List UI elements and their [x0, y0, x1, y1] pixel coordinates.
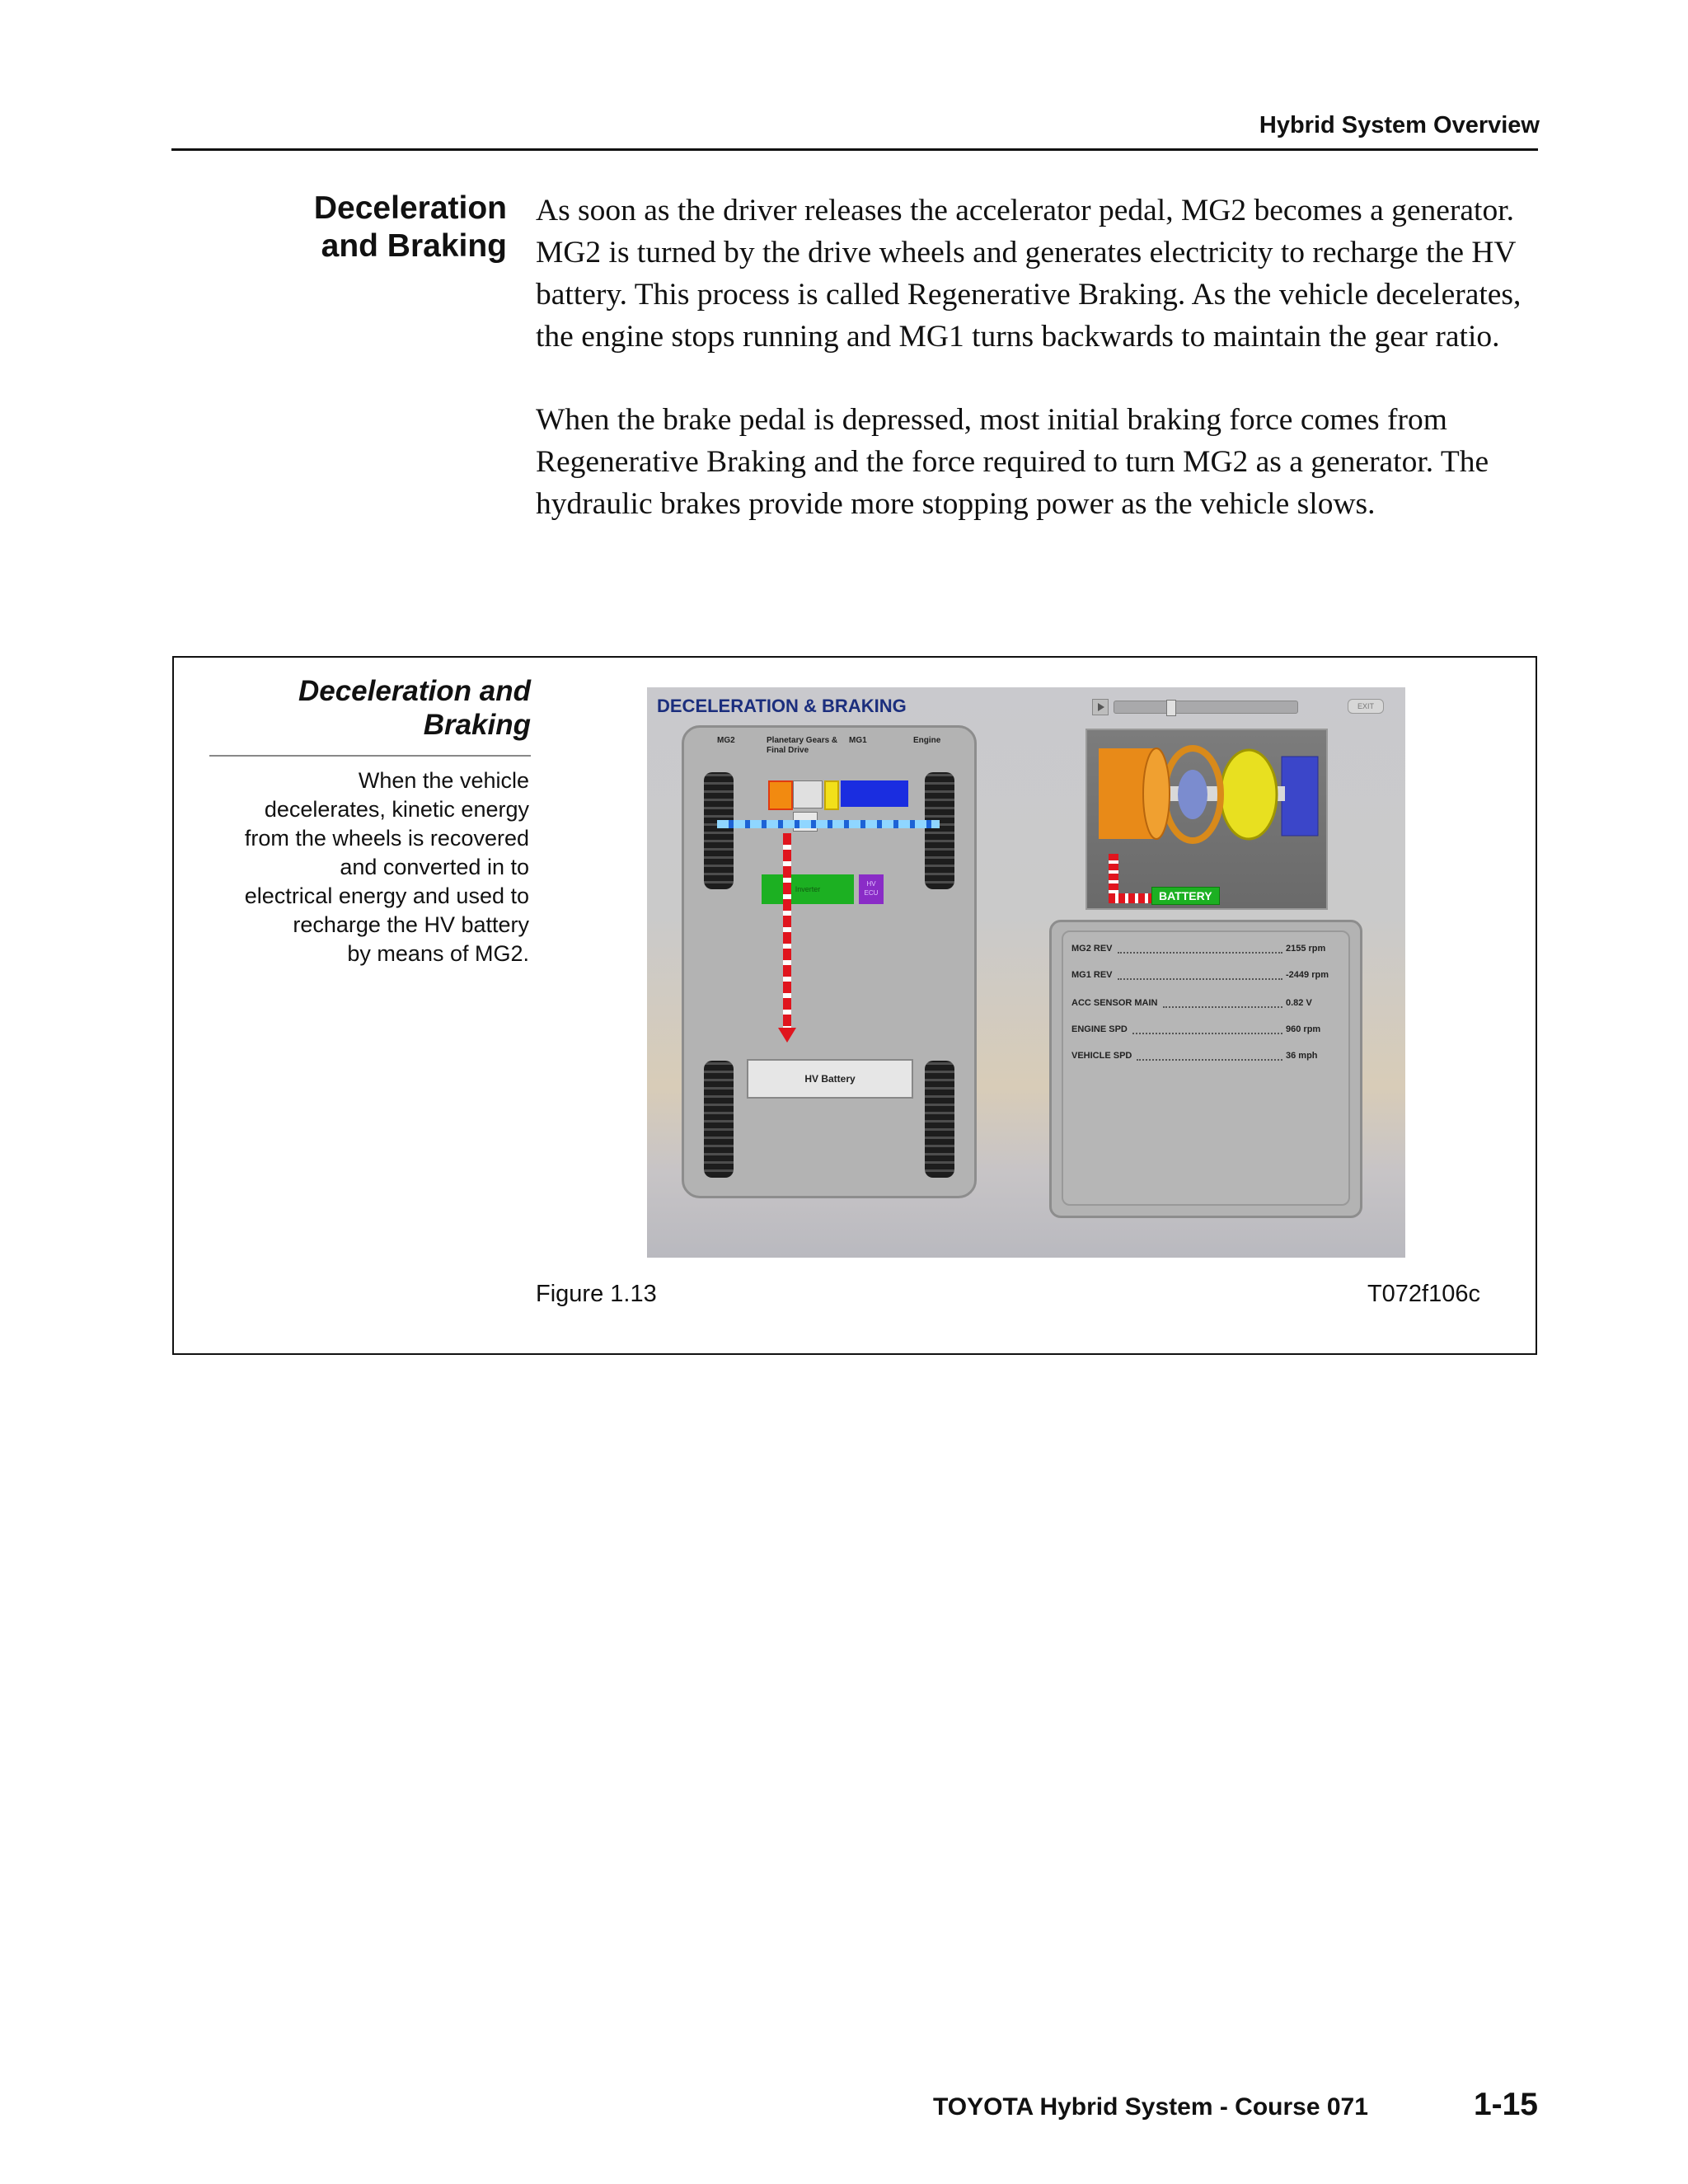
figure-screenshot — [647, 687, 1405, 1258]
page-number: 1-15 — [1473, 2087, 1538, 2122]
figure-code: T072f106c — [1367, 1281, 1480, 1307]
header-rule — [171, 148, 1538, 151]
readout-label: VEHICLE SPD — [1071, 1051, 1132, 1061]
engine-block — [841, 780, 908, 807]
slider-handle[interactable] — [1166, 700, 1176, 716]
planetary-label-2: Final Drive — [767, 746, 809, 755]
leader-dots — [1118, 970, 1282, 980]
readout-value: 36 mph — [1286, 1051, 1318, 1061]
side-heading-line-1: Deceleration — [313, 190, 507, 226]
mg2-block — [768, 780, 793, 810]
mg2-face-shape — [1143, 748, 1170, 839]
hv-ecu-block — [859, 874, 884, 904]
running-title: Hybrid System Overview — [1259, 112, 1540, 138]
caption-divider — [209, 755, 531, 757]
body-paragraph: When the brake pedal is depressed, most initial braking force comes from Regenerative Braking and the force required to turn MG2 as a generator. The hydraulic brakes provide more stopping power as the vehicle slows. — [536, 403, 1489, 521]
screen-title: DECELERATION & BRAKING — [657, 696, 907, 716]
mg1-rotor-shape — [1221, 750, 1277, 839]
caption-line: decelerates, kinetic energy — [264, 797, 529, 822]
engine-flywheel-shape — [1282, 757, 1318, 836]
readout-value: 0.82 V — [1286, 998, 1312, 1008]
tire-rear-left — [704, 1061, 734, 1178]
leader-dots — [1132, 1024, 1282, 1034]
mg1-block — [824, 780, 839, 810]
motor-3d-view — [1085, 729, 1328, 910]
readout-value: 2155 rpm — [1286, 944, 1326, 954]
readout-label: MG2 REV — [1071, 944, 1113, 954]
leader-dots — [1118, 944, 1282, 954]
caption-line: from the wheels is recovered — [244, 826, 529, 851]
energy-flow-arrow — [778, 1028, 796, 1043]
leader-dots — [1163, 998, 1282, 1008]
tire-front-right — [925, 772, 954, 889]
tire-front-left — [704, 772, 734, 889]
drive-axle — [717, 820, 940, 828]
planetary-gear-block — [793, 780, 823, 808]
caption-line: recharge the HV battery — [293, 912, 529, 937]
engine-label: Engine — [913, 736, 941, 745]
readout-label: ENGINE SPD — [1071, 1024, 1128, 1034]
figure-number: Figure 1.13 — [536, 1281, 657, 1307]
side-heading-line-2: and Braking — [321, 228, 507, 264]
footer-course-title: TOYOTA Hybrid System - Course 071 — [933, 2093, 1368, 2121]
battery-tag: BATTERY — [1151, 887, 1220, 905]
readout-label: ACC SENSOR MAIN — [1071, 998, 1158, 1008]
caption-title-line-2: Braking — [423, 709, 531, 741]
readout-row — [1071, 970, 1343, 983]
caption-line: electrical energy and used to — [244, 883, 529, 908]
readout-value: 960 rpm — [1286, 1024, 1321, 1034]
readout-label: MG1 REV — [1071, 970, 1113, 980]
planetary-label-1: Planetary Gears & — [767, 736, 838, 745]
mg1-label: MG1 — [849, 736, 867, 745]
figure-caption-title — [190, 674, 531, 742]
drivetrain-diagram — [682, 725, 977, 1198]
planetary-sun-shape — [1178, 770, 1207, 819]
sensor-data-panel — [1049, 920, 1362, 1218]
play-button[interactable] — [1092, 699, 1109, 715]
caption-line: and converted in to — [340, 855, 529, 879]
body-paragraph: As soon as the driver releases the accelerator pedal, MG2 becomes a generator. MG2 is turned by the drive wheels and generates electricity to recharge the HV battery. This process is called Regenerative Braking. As the vehicle decelerates, the engine stops running and MG1 turns backwards to maintain the gear ratio. — [536, 194, 1522, 354]
sensor-data-list — [1062, 930, 1350, 1206]
readout-row — [1071, 998, 1343, 1011]
readout-row — [1071, 1024, 1343, 1038]
inverter-block: Inverter — [762, 874, 854, 904]
battery-flow-line — [1109, 854, 1118, 895]
hv-ecu-label-2: ECU — [864, 889, 879, 897]
hv-battery-block: HV Battery — [747, 1059, 913, 1099]
figure-caption-text — [190, 766, 529, 968]
readout-row — [1071, 944, 1343, 957]
energy-flow-line — [783, 833, 791, 1031]
timeline-slider[interactable] — [1114, 701, 1298, 714]
motor-illustration — [1087, 730, 1326, 908]
section-side-heading — [247, 190, 507, 265]
section-body — [536, 190, 1541, 566]
caption-line: When the vehicle — [358, 768, 529, 793]
battery-flow-line — [1109, 893, 1155, 903]
caption-title-line-1: Deceleration and — [298, 675, 531, 707]
tire-rear-right — [925, 1061, 954, 1178]
hv-ecu-label-1: HV — [866, 880, 876, 888]
readout-value: -2449 rpm — [1286, 970, 1329, 980]
exit-button[interactable]: EXIT — [1348, 699, 1384, 714]
mg2-label: MG2 — [717, 736, 735, 745]
readout-row — [1071, 1051, 1343, 1064]
caption-line: by means of MG2. — [347, 941, 529, 966]
leader-dots — [1137, 1051, 1282, 1061]
